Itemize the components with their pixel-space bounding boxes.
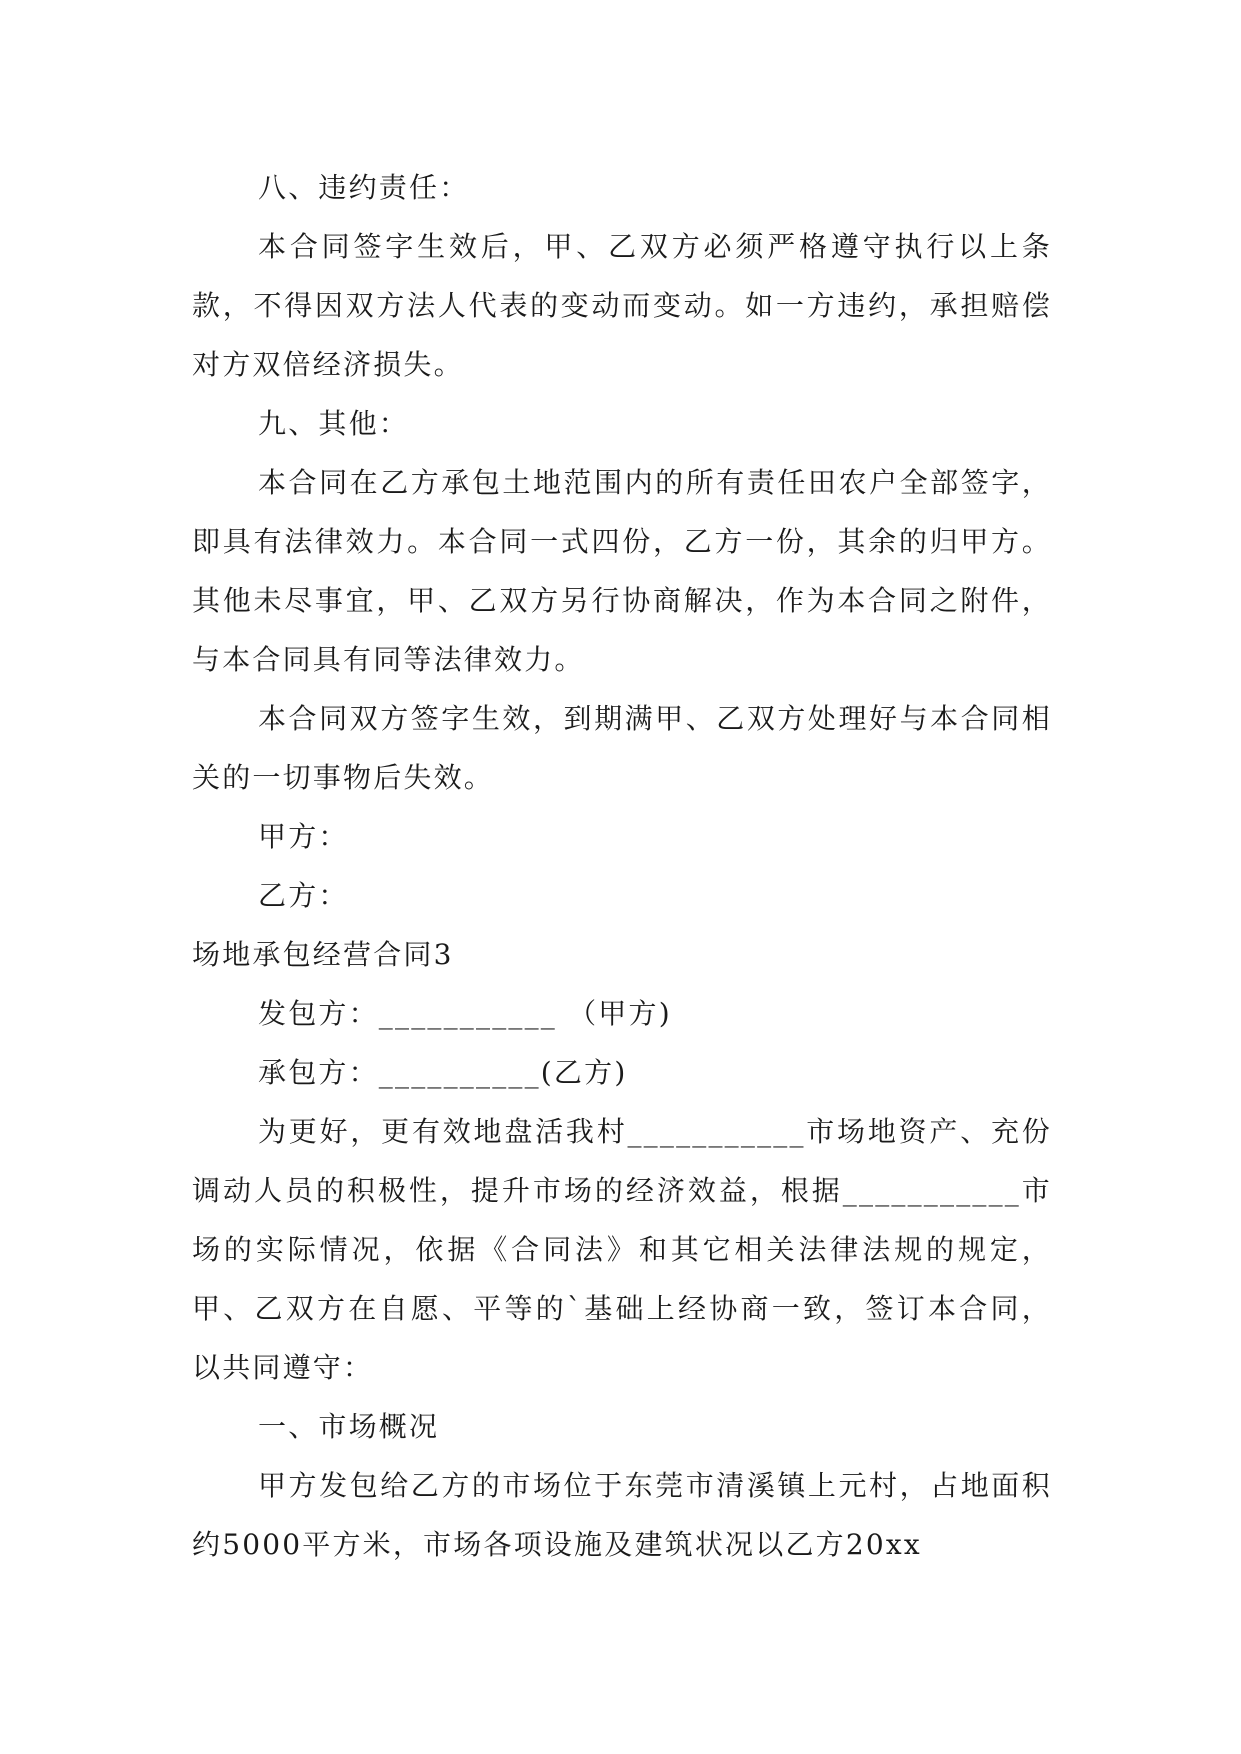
contract-title: 场地承包经营合同3 (192, 938, 454, 971)
paragraph-effective: 本合同双方签字生效，到期满甲、乙双方处理好与本合同相关的一切事物后失效。 (192, 702, 1052, 794)
paragraph-other-terms: 本合同在乙方承包土地范围内的所有责任田农户全部签字，即具有法律效力。本合同一式四份，乙方一份，其余的归甲方。其他未尽事宜，甲、乙双方另行协商解决，作为本合同之附件，与本合同具有同等法律效力。 (192, 466, 1052, 676)
section-heading-breach: 八、违约责任： (258, 171, 470, 204)
document-body (192, 158, 1052, 1574)
party-a-signature-line: 甲方： (258, 820, 349, 853)
section-heading-other: 九、其他： (258, 407, 410, 440)
paragraph-breach-terms: 本合同签字生效后，甲、乙双方必须严格遵守执行以上条款，不得因双方法人代表的变动而变动。如一方违约，承担赔偿对方双倍经济损失。 (192, 230, 1052, 381)
party-b-signature-line: 乙方： (258, 879, 349, 912)
paragraph-market-overview: 甲方发包给乙方的市场位于东莞市清溪镇上元村，占地面积约5000平方米，市场各项设施及建筑状况以乙方20xx (192, 1469, 1052, 1561)
contractor-line: 承包方：__________(乙方) (258, 1056, 628, 1089)
issuer-line: 发包方：___________ （甲方) (258, 997, 672, 1030)
paragraph-preamble: 为更好，更有效地盘活我村___________市场地资产、充份调动人员的积极性，提升市场的经济效益，根据___________市场的实际情况，依据《合同法》和其它相关法律法规的规定，甲、乙双方在自愿、平等的`基础上经协商一致，签订本合同，以共同遵守： (192, 1115, 1052, 1384)
section-heading-market-overview: 一、市场概况 (258, 1410, 440, 1443)
